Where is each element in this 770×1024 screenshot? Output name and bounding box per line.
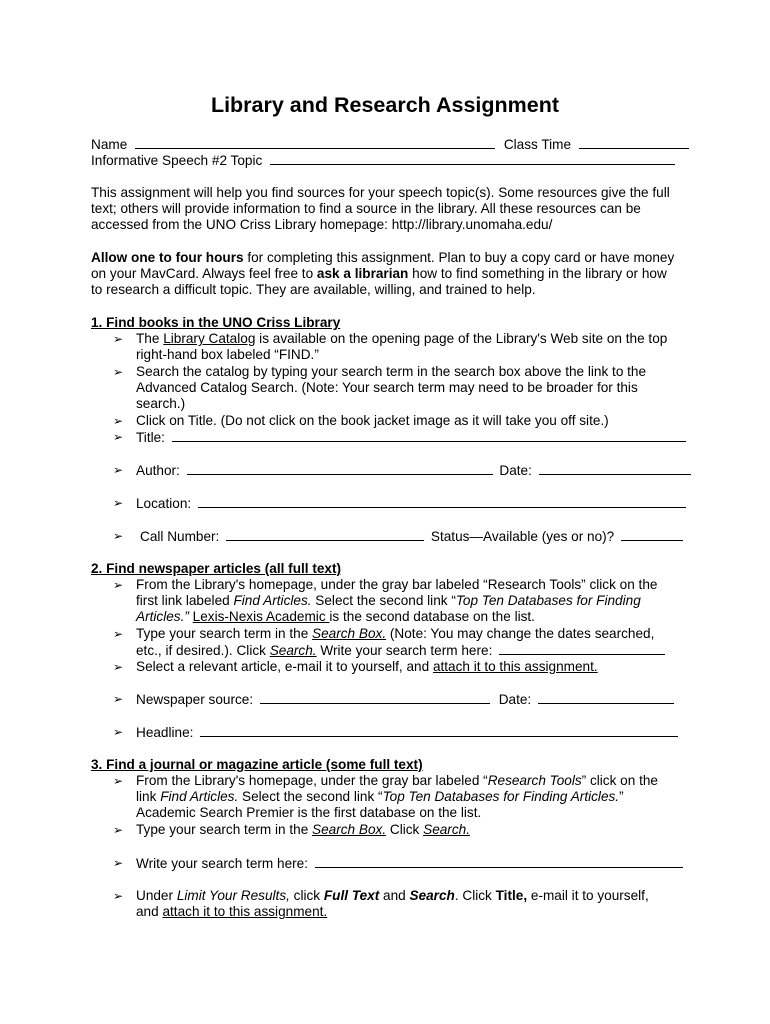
s2-date-field[interactable] [538,691,674,704]
allow-line-2-b: how to find something in the library or how [408,266,667,281]
title-label: Title: [136,430,165,445]
s3-b1-l2-c: ” [619,789,624,804]
attach-assignment-link[interactable]: attach it to this assignment. [432,659,598,674]
s3-b2-a: Type your search term in the [136,822,313,837]
newspaper-source-label: Newspaper source: [136,692,254,707]
author-row [136,462,691,479]
top-ten-databases-text: Top Ten Databases for Finding [455,593,641,608]
s3-bullet-1-line-3: Academic Search Premier is the first database on the list. [136,805,482,820]
find-articles-text: Find Articles. [233,593,312,608]
s1-bullet-1-line-2: right-hand box labeled “FIND.” [136,347,319,362]
bullet-arrow-icon: ➢ [113,823,124,837]
allow-line-3: to research a difficult topic. They are available, willing, and trained to help. [91,282,536,297]
allow-bold-text: Allow one to four hours [91,250,244,265]
newspaper-source-row [136,691,674,708]
s2-search-term-field[interactable] [499,642,665,655]
s3-bullet-1-line-2 [136,789,624,805]
s2-bullet-3 [136,659,598,675]
s3-search-term-row [136,855,683,872]
call-number-row [140,528,683,545]
full-text-text: Full Text [323,888,380,903]
bullet-arrow-icon: ➢ [113,496,124,510]
bullet-arrow-icon: ➢ [113,414,124,428]
s3-b1-l1-b: ” click on the [581,773,658,788]
s2-b2-l2-b: Write your search term here: [316,643,493,658]
search-bold-text: Search [409,888,455,903]
s1-bullet-2-line-1: Search the catalog by typing your search term in the search box above the link to the [136,364,647,379]
s2-date-label: Date: [498,692,532,707]
s2-bullet-1-line-2 [136,593,641,609]
search-box-link[interactable]: Search Box. [312,626,387,641]
s2-b2-l2-a: etc., if desired.). Click [136,643,270,658]
s1-bullet-1-line-1 [136,331,667,347]
allow-line-2-a: on your MavCard. Always feel free to [91,266,317,281]
s3-top-ten-text: Top Ten Databases for Finding Articles. [382,789,620,804]
s3-b1-l2-a: link [136,789,161,804]
location-label: Location: [136,496,192,511]
section-2-heading: 2. Find newspaper articles (all full text) [91,561,342,576]
s1-bullet-2-line-3: search.) [136,396,186,411]
section-3-heading: 3. Find a journal or magazine article (some full text) [91,757,423,772]
s2-b1-l2-b: Select the second link “ [311,593,456,608]
bullet-arrow-icon: ➢ [113,889,124,903]
s3-b4-d: . Click [454,888,496,903]
s2-b2-l1-b: (Note: You may change the dates searched, [386,626,655,641]
topic-field[interactable] [270,152,675,165]
allow-line-2 [91,266,667,282]
class-time-field[interactable] [579,136,689,149]
s3-search-term-label: Write your search term here: [136,856,308,871]
s3-b4-c: and [379,888,410,903]
s3-attach-assignment-link[interactable]: attach it to this assignment. [162,904,328,919]
ask-librarian-text: ask a librarian [316,266,409,281]
bullet-arrow-icon: ➢ [113,529,124,543]
s3-search-link[interactable]: Search. [423,822,470,837]
s2-bullet-2-line-2 [136,642,665,659]
s1-bullet-3: Click on Title. (Do not click on the book jacket image as it will take you off site.) [136,413,609,428]
s3-search-term-field[interactable] [315,855,683,868]
bullet-arrow-icon: ➢ [113,332,124,346]
call-number-label: Call Number: [140,529,220,544]
s1-b1-b: is available on the opening page of the Library's Web site on the top [255,331,668,346]
class-time-label: Class Time [503,137,572,152]
name-row [91,136,689,153]
s2-b1-l2-a: first link labeled [136,593,234,608]
author-field[interactable] [187,462,493,475]
bullet-arrow-icon: ➢ [113,430,124,444]
s3-bullet-4-line-1 [136,888,649,904]
limit-results-text: Limit Your Results, [176,888,290,903]
s3-b4-e: e-mail it to yourself, [527,888,649,903]
intro-line-1: This assignment will help you find sources for your speech topic(s). Some resources give the full [91,185,670,200]
location-field[interactable] [198,495,686,508]
s3-bullet-4-line-2 [136,904,327,920]
s3-b4-a: Under [136,888,177,903]
bullet-arrow-icon: ➢ [113,627,124,641]
topic-label: Informative Speech #2 Topic [91,153,263,168]
s3-find-articles-text: Find Articles. [160,789,239,804]
name-label: Name [91,137,128,152]
s3-b4-b: click [289,888,324,903]
bullet-arrow-icon: ➢ [113,660,124,674]
newspaper-source-field[interactable] [260,691,490,704]
call-number-field[interactable] [226,528,424,541]
s2-b3-a: Select a relevant article, e-mail it to yourself, and [136,659,433,674]
research-tools-text: Research Tools [487,773,582,788]
s3-b4-l2-a: and [136,904,163,919]
s3-search-box-link[interactable]: Search Box. [312,822,387,837]
library-catalog-link[interactable]: Library Catalog [163,331,256,346]
s1-b1-a: The [136,331,164,346]
s3-bullet-2 [136,822,470,838]
s3-b2-b: Click [386,822,424,837]
topic-row [91,152,675,169]
title-bold-text: Title, [495,888,528,903]
s2-bullet-1-line-1: From the Library's homepage, under the gray bar labeled “Research Tools” click on the [136,577,658,592]
s2-b2-l1-a: Type your search term in the [136,626,313,641]
name-field[interactable] [135,136,495,149]
headline-label: Headline: [136,725,194,740]
intro-line-2: text; others will provide information to find a source in the library. All these resources can be [91,201,641,216]
s3-b1-l1-a: From the Library's homepage, under the gray bar labeled “ [136,773,488,788]
title-row [136,429,686,446]
allow-line-1 [91,250,674,266]
s3-b1-l2-b: Select the second link “ [238,789,383,804]
location-row [136,495,686,512]
status-label: Status—Available (yes or no)? [430,529,615,544]
headline-row [136,724,678,741]
title-field[interactable] [172,429,686,442]
bullet-arrow-icon: ➢ [113,856,124,870]
s1-bullet-2-line-2: Advanced Catalog Search. (Note: Your search term may need to be broader for this [136,380,638,395]
s2-bullet-2-line-1 [136,626,654,642]
s3-bullet-1-line-1 [136,773,658,789]
s2-bullet-1-line-3 [136,609,535,625]
bullet-arrow-icon: ➢ [113,725,124,739]
bullet-arrow-icon: ➢ [113,774,124,788]
intro-line-3: accessed from the UNO Criss Library homepage: http://library.unomaha.edu/ [91,217,553,232]
articles-text: Articles.” [136,609,189,624]
page-title: Library and Research Assignment [210,93,560,117]
section-1-heading: 1. Find books in the UNO Criss Library [91,315,341,330]
bullet-arrow-icon: ➢ [113,578,124,592]
headline-field[interactable] [200,724,678,737]
bullet-arrow-icon: ➢ [113,365,124,379]
s1-date-field[interactable] [539,462,691,475]
lexis-nexis-link[interactable]: Lexis-Nexis Academic [192,609,330,624]
status-field[interactable] [621,528,683,541]
s2-b1-l3-rest: is the second database on the list. [329,609,535,624]
allow-line-1-rest: for completing this assignment. Plan to buy a copy card or have money [243,250,675,265]
bullet-arrow-icon: ➢ [113,692,124,706]
bullet-arrow-icon: ➢ [113,463,124,477]
author-label: Author: [136,463,180,478]
s1-date-label: Date: [499,463,532,478]
search-link[interactable]: Search. [269,643,317,658]
